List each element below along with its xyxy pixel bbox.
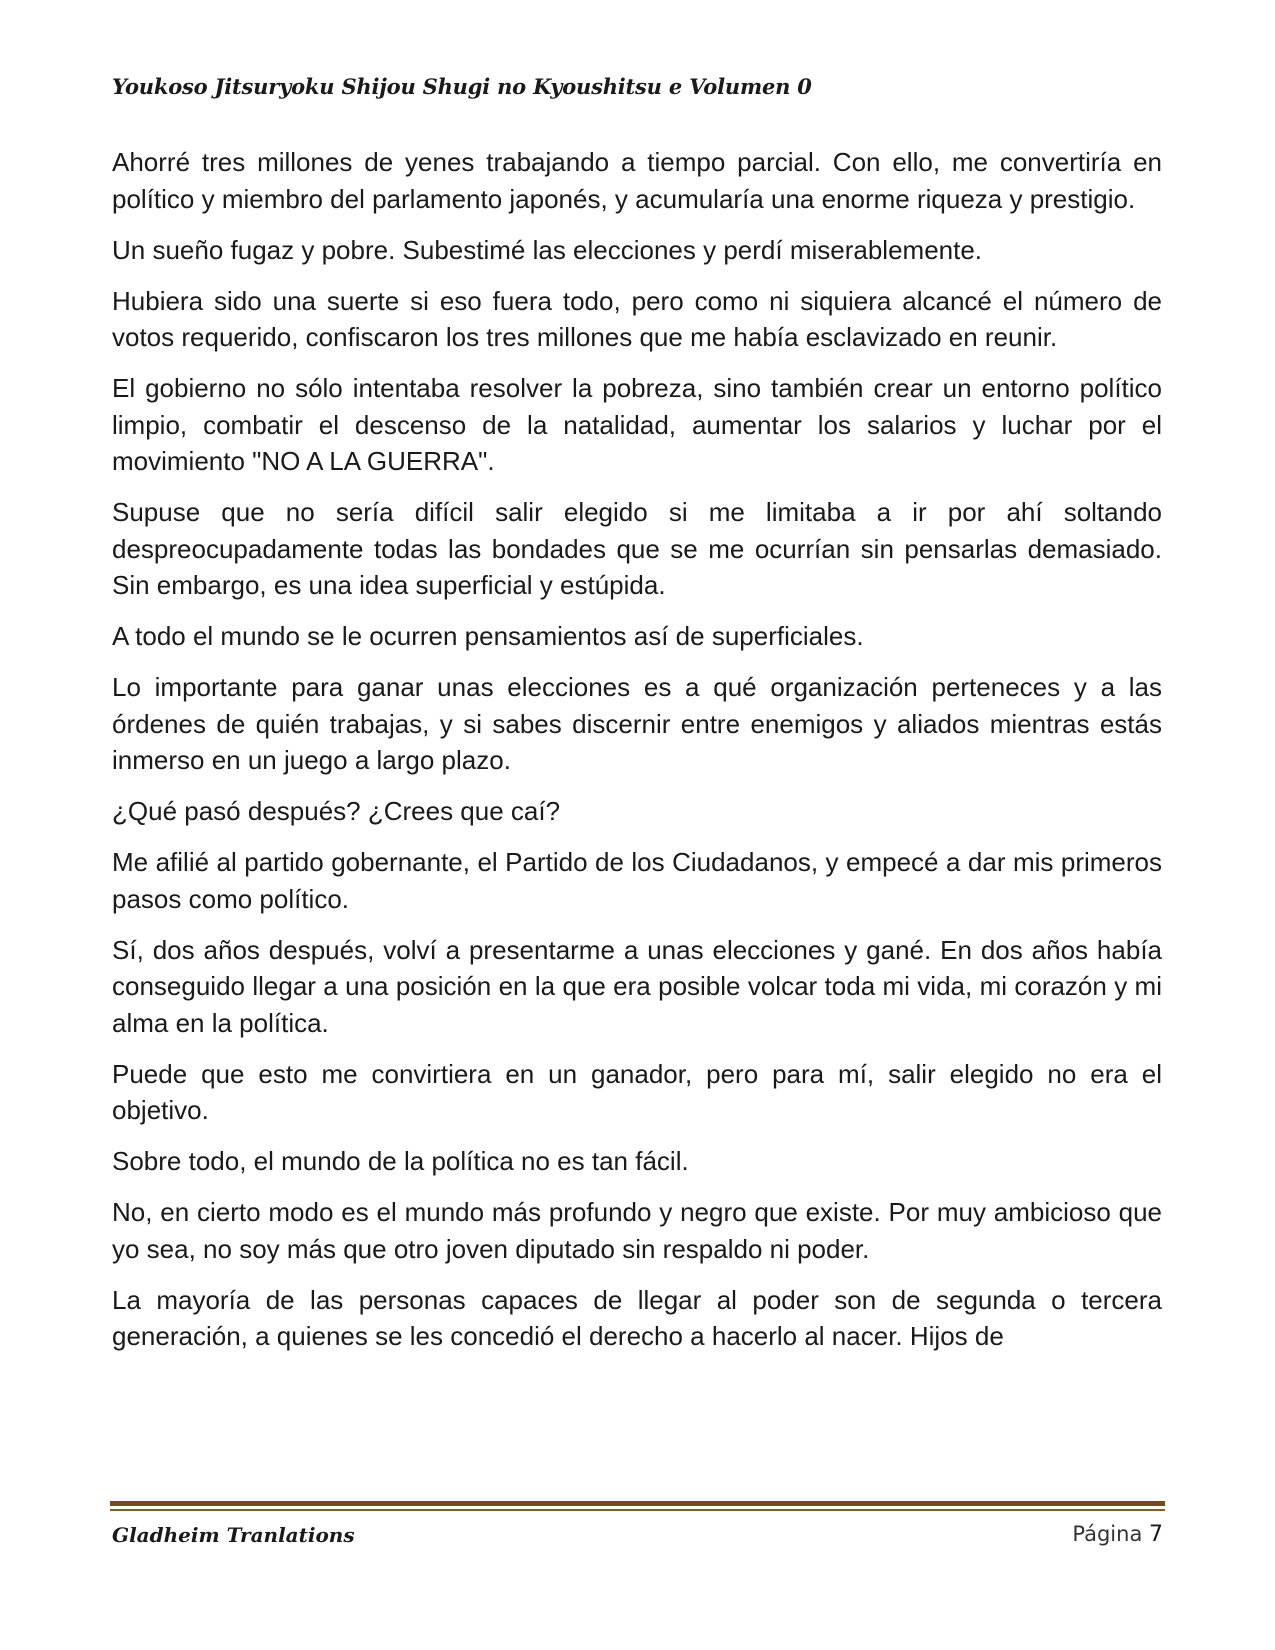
page-number-block bbox=[1072, 1522, 1163, 1547]
footer-publisher: Gladheim Tranlations bbox=[112, 1523, 355, 1547]
running-header: Youkoso Jitsuryoku Shijou Shugi no Kyoushitsu e Volumen 0 bbox=[112, 74, 812, 99]
paragraph: Sí, dos años después, volví a presentarme a unas elecciones y gané. En dos años había conseguido llegar a una posición en la que era posible volcar toda mi vida, mi corazón y mi alma en la política. bbox=[112, 934, 1162, 1038]
paragraph: Hubiera sido una suerte si eso fuera todo, pero como ni siquiera alcancé el número de votos requerido, confiscaron los tres millones que me había esclavizado en reunir. bbox=[112, 285, 1162, 352]
paragraph: Puede que esto me convirtiera en un ganador, pero para mí, salir elegido no era el objetivo. bbox=[112, 1058, 1162, 1125]
paragraph: Un sueño fugaz y pobre. Subestimé las elecciones y perdí miserablemente. bbox=[112, 234, 983, 265]
footer-rule-thick bbox=[110, 1501, 1165, 1506]
footer-rule-thin bbox=[110, 1509, 1165, 1511]
page-number: 7 bbox=[1149, 1522, 1163, 1547]
paragraph: ¿Qué pasó después? ¿Crees que caí? bbox=[112, 796, 561, 826]
paragraph: A todo el mundo se le ocurren pensamientos así de superficiales. bbox=[112, 621, 864, 651]
paragraph: No, en cierto modo es el mundo más profundo y negro que existe. Por muy ambicioso que yo sea, no soy más que otro joven diputado sin respaldo ni poder. bbox=[112, 1197, 1162, 1264]
page-label: Página bbox=[1072, 1522, 1143, 1546]
paragraph: Supuse que no sería difícil salir elegido si me limitaba a ir por ahí soltando despreocupadamente todas las bondades que se me ocurrían sin pensarlas demasiado. Sin embargo, es una idea superficial y estúpida. bbox=[112, 497, 1162, 600]
body-text bbox=[112, 144, 1162, 1369]
paragraph: Me afilié al partido gobernante, el Partido de los Ciudadanos, y empecé a dar mis primeros pasos como político. bbox=[112, 847, 1162, 914]
paragraph: Lo importante para ganar unas elecciones es a qué organización perteneces y a las órdenes de quién trabajas, y si sabes discernir entre enemigos y aliados mientras estás inmerso en un juego a largo plazo. bbox=[112, 672, 1162, 775]
paragraph: Sobre todo, el mundo de la política no es tan fácil. bbox=[112, 1146, 689, 1176]
paragraph: Ahorré tres millones de yenes trabajando a tiempo parcial. Con ello, me convertiría en político y miembro del parlamento japonés, y acumularía una enorme riqueza y prestigio. bbox=[112, 147, 1162, 214]
paragraph: El gobierno no sólo intentaba resolver la pobreza, sino también crear un entorno político limpio, combatir el descenso de la natalidad, aumentar los salarios y luchar por el movimiento "NO A LA GUERRA". bbox=[112, 373, 1162, 476]
paragraph: La mayoría de las personas capaces de llegar al poder son de segunda o tercera generación, a quienes se les concedió el derecho a hacerlo al nacer. Hijos de bbox=[112, 1284, 1162, 1351]
